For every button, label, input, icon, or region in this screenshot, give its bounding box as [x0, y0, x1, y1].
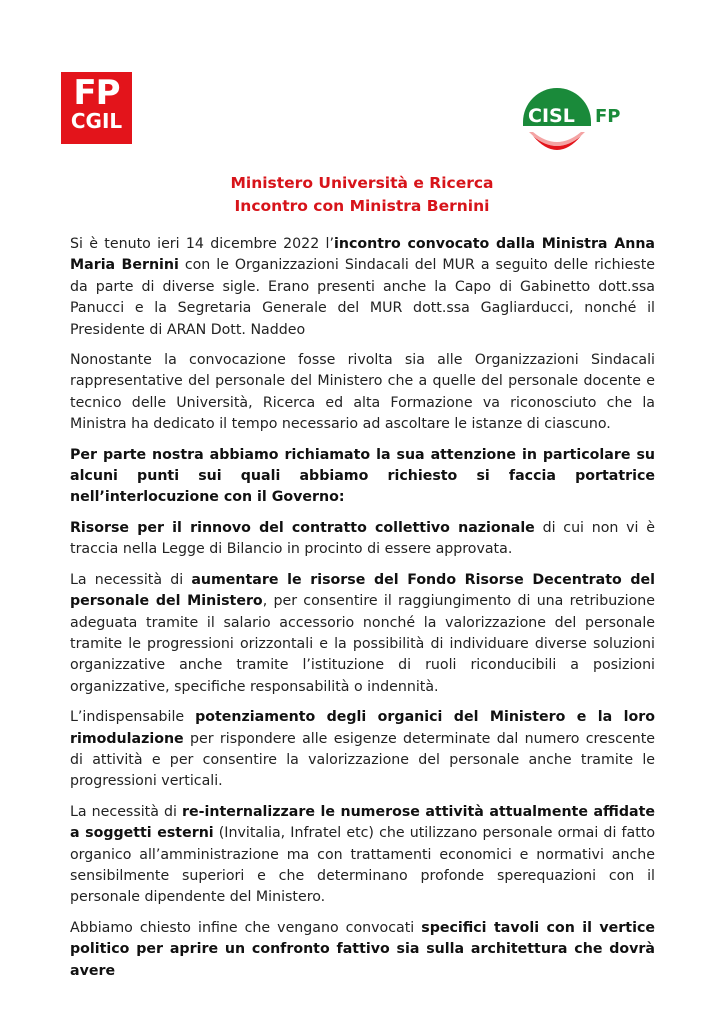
paragraph-4-bold: Risorse per il rinnovo del contratto collettivo nazionale: [70, 519, 535, 536]
paragraph-2: [70, 350, 655, 436]
cisl-logo-cisl-text: CISL: [528, 105, 575, 127]
paragraph-7-bold: re-internalizzare le numerose attività attualmente affidate a soggetti esterni: [70, 803, 655, 842]
paragraph-8-bold: specifici tavoli con il vertice politico per aprire un confronto fattivo sia sulla architettura che dovrà avere: [70, 919, 655, 979]
paragraph-5: [70, 570, 655, 698]
paragraph-4: [70, 518, 655, 561]
title-line-2: Incontro con Ministra Bernini: [234, 197, 490, 215]
fp-cgil-logo-cgil-text: CGIL: [70, 109, 123, 133]
document-body: [70, 234, 655, 991]
paragraph-7-text-a: La necessità di: [70, 803, 182, 820]
paragraph-1-bold: incontro convocato dalla Ministra Anna Maria Bernini: [70, 236, 656, 274]
paragraph-1-text-c: con le Organizzazioni Sindacali del MUR a seguito delle richieste da parte di diverse sigle. Erano presenti anche la Capo di Gabinetto dott.ssa Panucci e la Segretaria Generale del MUR dott.ssa Gagliarducci, nonché il Presidente di ARAN Dott. Naddeo: [70, 257, 655, 338]
cisl-fp-logo: [519, 82, 629, 156]
paragraph-6: [70, 707, 655, 793]
paragraph-3-bold: Per parte nostra abbiamo richiamato la sua attenzione in particolare su alcuni punti sui quali abbiamo richiesto si faccia portatrice nell’interlocuzione con il Governo:: [70, 446, 655, 506]
paragraph-1-text-a: Si è tenuto ieri 14 dicembre 2022 l’: [70, 236, 334, 252]
paragraph-6-bold: potenziamento degli organici del Ministero e la loro rimodulazione: [70, 709, 655, 747]
paragraph-8: [70, 918, 655, 982]
cisl-logo-fp-text: FP: [595, 106, 621, 127]
cisl-logo-pink-arc: [529, 132, 585, 146]
paragraph-6-text-c: per rispondere alle esigenze determinate dal numero crescente di attività e per consentire la valorizzazione del personale anche tramite le progressioni verticali.: [70, 730, 655, 790]
document-title: [0, 172, 724, 218]
fp-cgil-logo: [61, 72, 132, 144]
paragraph-5-text-a: La necessità di: [70, 571, 192, 588]
paragraph-7-text-c: (Invitalia, Infratel etc) che utilizzano personale ormai di fatto organico all’amministrazione ma con trattamenti economici e normativi anche sensibilmente superiori e che determinano profonde sperequazioni con il personale dipendente del Ministero.: [70, 825, 655, 906]
paragraph-8-text-a: Abbiamo chiesto infine che vengano convocati: [70, 919, 422, 936]
paragraph-1: [70, 234, 655, 341]
paragraph-6-text-a: L’indispensabile: [70, 709, 196, 726]
paragraph-5-bold: aumentare le risorse del Fondo Risorse Decentrato del personale del Ministero: [70, 571, 656, 610]
paragraph-7: [70, 802, 655, 909]
fp-cgil-logo-fp-text: FP: [73, 73, 120, 113]
paragraph-2-text: Nonostante la convocazione fosse rivolta sia alle Organizzazioni Sindacali rappresentative del personale del Ministero che a quelle del personale docente e tecnico delle Università, Ricerca ed alta Formazione va riconosciuto che la Ministra ha dedicato il tempo necessario ad ascoltare le istanze di ciascuno.: [70, 352, 655, 433]
title-line-1: Ministero Università e Ricerca: [230, 174, 494, 192]
paragraph-4-text-c: di cui non vi è traccia nella Legge di Bilancio in procinto di essere approvata.: [70, 519, 655, 558]
paragraph-5-text-c: , per consentire il raggiungimento di una retribuzione adeguata tramite il salario accessorio nonché la valorizzazione del personale tramite le progressioni orizzontali e la possibilità di individuare diverse soluzioni organizzative anche tramite l’istituzione di ruoli riconducibili a posizioni organizzative, specifiche responsabilità o indennità.: [70, 593, 655, 695]
paragraph-3: [70, 445, 655, 509]
